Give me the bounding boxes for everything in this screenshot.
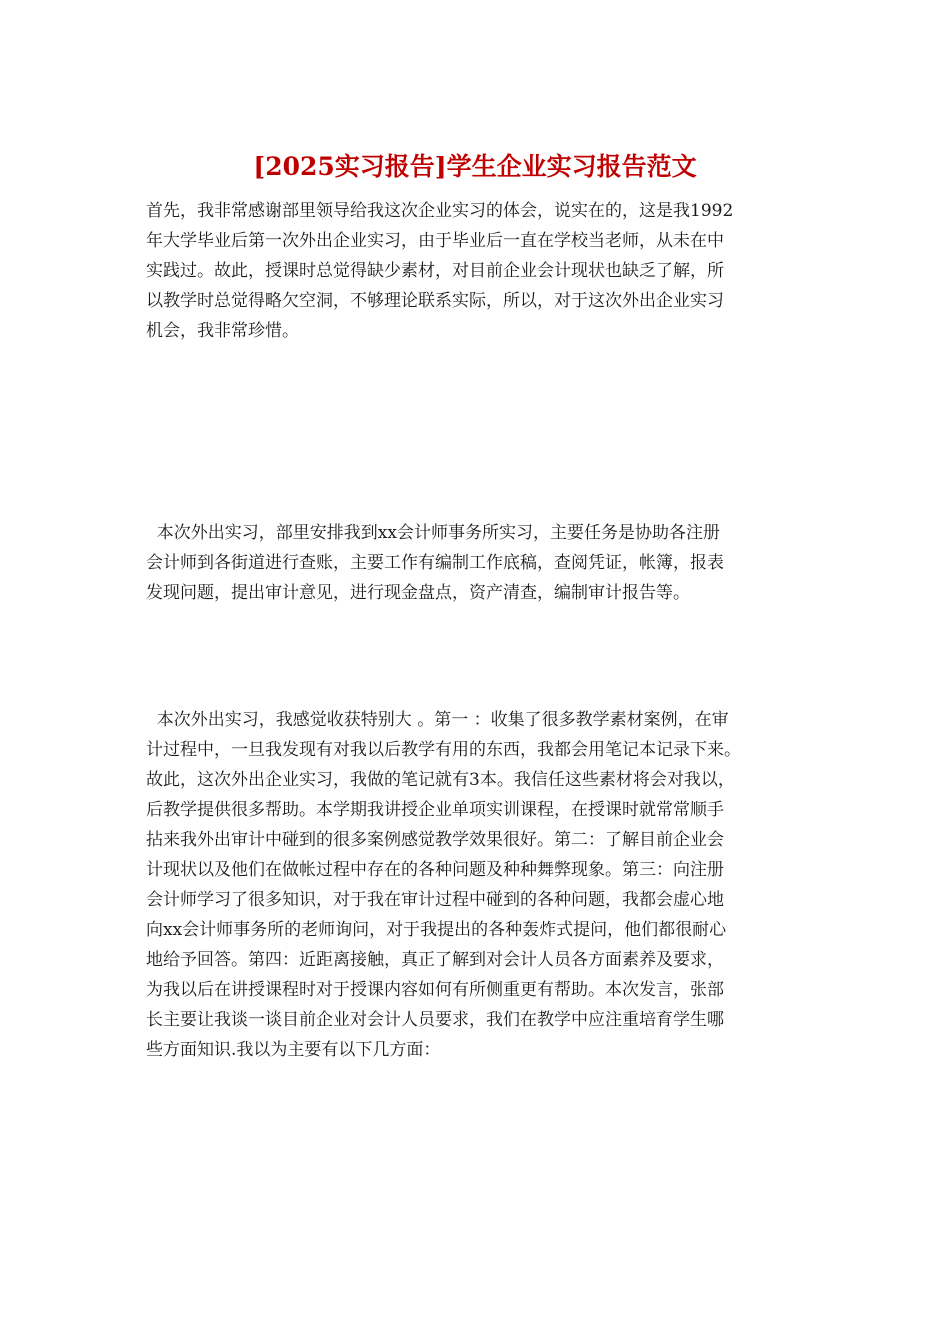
paragraph-line: 会计师到各街道进行查账，主要工作有编制工作底稿，查阅凭证，帐簿，报表 <box>146 553 724 573</box>
paragraph-line: 本次外出实习，我感觉收获特别大 。第一 ：收集了很多教学素材案例，在审 <box>146 710 729 730</box>
paragraph-2 <box>146 518 810 608</box>
paragraph-line: 为我以后在讲授课程时对于授课内容如何有所侧重更有帮助。本次发言，张部 <box>146 980 724 1000</box>
paragraph-line: 实践过。故此，授课时总觉得缺少素材，对目前企业会计现状也缺乏了解，所 <box>146 261 724 281</box>
paragraph-line: 长主要让我谈一谈目前企业对会计人员要求，我们在教学中应注重培育学生哪 <box>146 1010 724 1030</box>
paragraph-1 <box>146 196 810 346</box>
paragraph-3 <box>146 705 810 1065</box>
document-title: [2025实习报告]学生企业实习报告范文 <box>253 152 697 181</box>
paragraph-line: 地给予回答。第四：近距离接触，真正了解到对会计人员各方面素养及要求， <box>146 950 724 970</box>
paragraph-line: 后教学提供很多帮助。本学期我讲授企业单项实训课程，在授课时就常常顺手 <box>146 800 724 820</box>
paragraph-line: 向xx会计师事务所的老师询问，对于我提出的各种轰炸式提问，他们都很耐心 <box>146 920 727 940</box>
paragraph-line: 拈来我外出审计中碰到的很多案例感觉教学效果很好。第二：了解目前企业会 <box>146 830 724 850</box>
paragraph-line: 年大学毕业后第一次外出企业实习，由于毕业后一直在学校当老师，从未在中 <box>146 231 724 251</box>
paragraph-line: 些方面知识.我以为主要有以下几方面： <box>146 1040 441 1060</box>
paragraph-line: 故此，这次外出企业实习，我做的笔记就有3本。我信任这些素材将会对我以， <box>146 770 735 790</box>
paragraph-line: 本次外出实习，部里安排我到xx会计师事务所实习，主要任务是协助各注册 <box>146 523 720 543</box>
paragraph-line: 以教学时总觉得略欠空洞，不够理论联系实际，所以，对于这次外出企业实习 <box>146 291 724 311</box>
paragraph-line: 首先，我非常感谢部里领导给我这次企业实习的体会，说实在的，这是我1992 <box>146 201 734 221</box>
paragraph-line: 计现状以及他们在做帐过程中存在的各种问题及种种舞弊现象。第三：向注册 <box>146 860 724 880</box>
paragraph-line: 计过程中，一旦我发现有对我以后教学有用的东西，我都会用笔记本记录下来。 <box>146 740 741 760</box>
paragraph-line: 会计师学习了很多知识，对于我在审计过程中碰到的各种问题，我都会虚心地 <box>146 890 724 910</box>
paragraph-line: 发现问题，提出审计意见，进行现金盘点，资产清查，编制审计报告等。 <box>146 583 690 603</box>
paragraph-line: 机会，我非常珍惜。 <box>146 321 299 341</box>
